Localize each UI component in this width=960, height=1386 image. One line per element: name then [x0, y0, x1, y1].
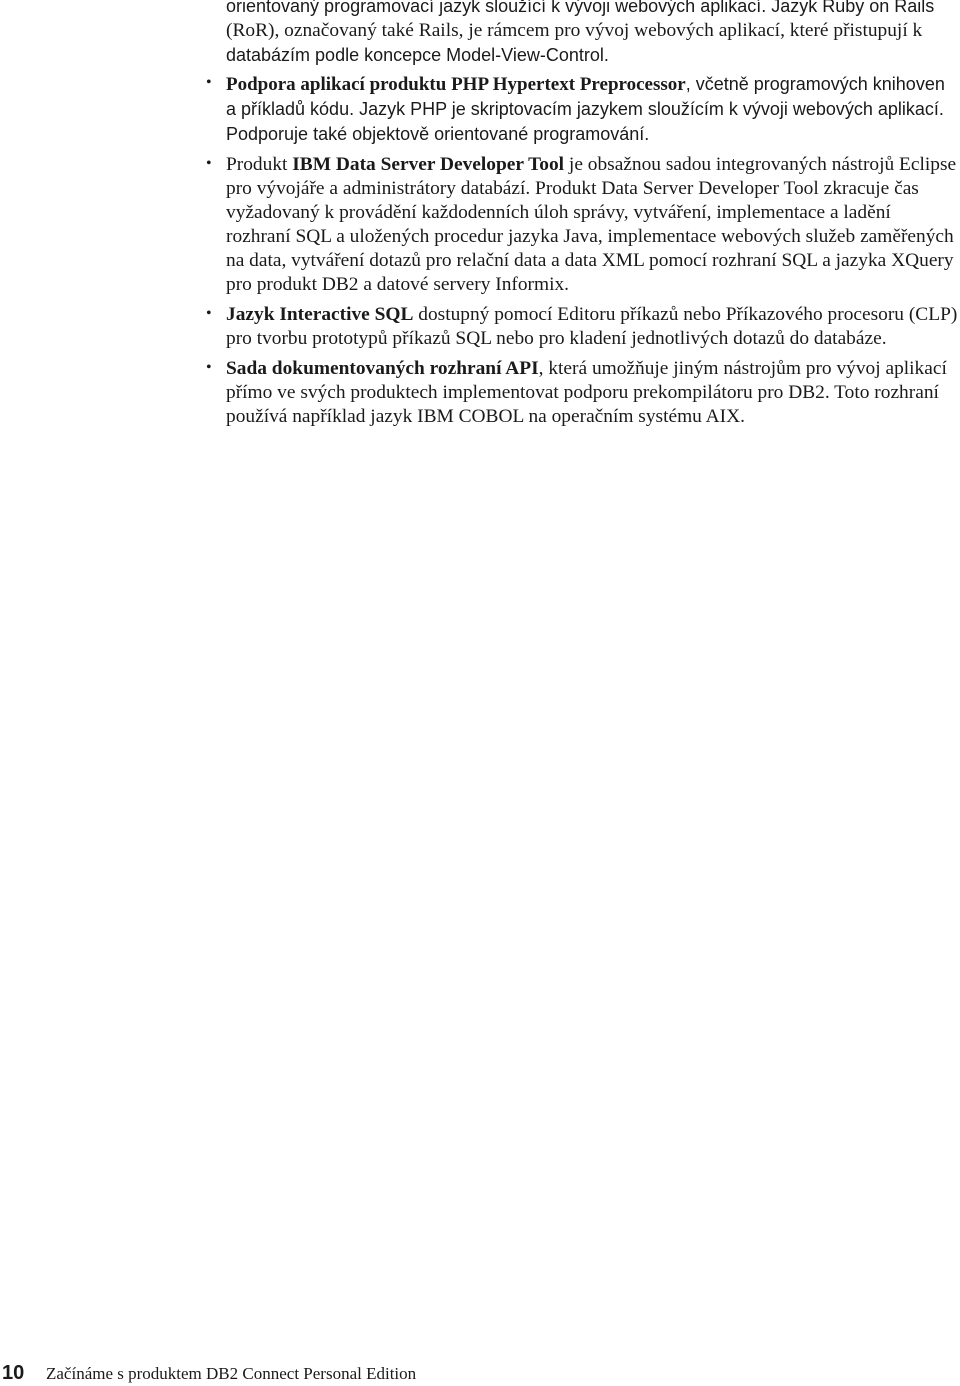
intro-line-3: databázím podle koncepce Model-View-Control.: [226, 45, 609, 65]
item-api-bold: Sada dokumentovaných rozhraní API: [226, 358, 539, 379]
item-devtool-bold: IBM Data Server Developer Tool: [292, 154, 565, 175]
item-api-text: , která umožňuje jiným nástrojům pro vývoj aplikací přímo ve svých produktech implementovat podporu prekompilátoru pro DB2. Toto rozhraní používá například jazyk IBM COBOL na operačním systému AIX.: [226, 358, 947, 427]
footer-title: Začínáme s produktem DB2 Connect Personal Edition: [46, 1364, 417, 1383]
page-number: 10: [2, 1362, 25, 1384]
bullet-icon: •: [206, 74, 212, 91]
list-item-php: [206, 72, 958, 147]
intro-paragraph: [226, 0, 958, 68]
item-sql-bold: Jazyk Interactive SQL: [226, 304, 414, 325]
item-sql-text: dostupný pomocí Editoru příkazů nebo Příkazového procesoru (CLP) pro tvorbu prototypů příkazů SQL nebo pro kladení jednotlivých dotazů do databáze.: [226, 304, 958, 349]
item-php-text: , včetně programových knihoven a příkladů kódu. Jazyk PHP je skriptovacím jazykem sloužícím k vývoji webových aplikací. Podporuje také objektově orientované programování.: [226, 74, 945, 144]
item-devtool-text: je obsažnou sadou integrovaných nástrojů Eclipse pro vývojáře a administrátory databází. Produkt Data Server Developer Tool zkracuje čas vyžadovaný k provádění každodenních úloh správy, vytváření, implementace a ladění rozhraní SQL a uložených procedur jazyka Java, implementace webových služeb zaměřených na data, vytváření dotazů pro relační data a data XML pomocí rozhraní SQL a jazyka XQuery pro produkt DB2 a datové servery Informix.: [226, 154, 957, 295]
list-item-interactive-sql: [206, 303, 958, 351]
list-item-api: [206, 357, 958, 429]
bullet-icon: •: [206, 305, 212, 322]
list-item-developer-tool: [206, 153, 958, 297]
bullet-icon: •: [206, 359, 212, 376]
bullet-icon: •: [206, 155, 212, 172]
intro-line-2: (RoR), označovaný také Rails, je rámcem pro vývoj webových aplikací, které přistupují k: [226, 20, 923, 41]
page-footer: [2, 1361, 702, 1386]
intro-line-1: orientovaný programovací jazyk sloužící k vývoji webových aplikací. Jazyk Ruby on Rails: [226, 0, 935, 16]
feature-list: [206, 72, 958, 435]
item-devtool-pre: Produkt: [226, 154, 293, 175]
item-php-bold: Podpora aplikací produktu PHP Hypertext Preprocessor: [226, 74, 686, 95]
